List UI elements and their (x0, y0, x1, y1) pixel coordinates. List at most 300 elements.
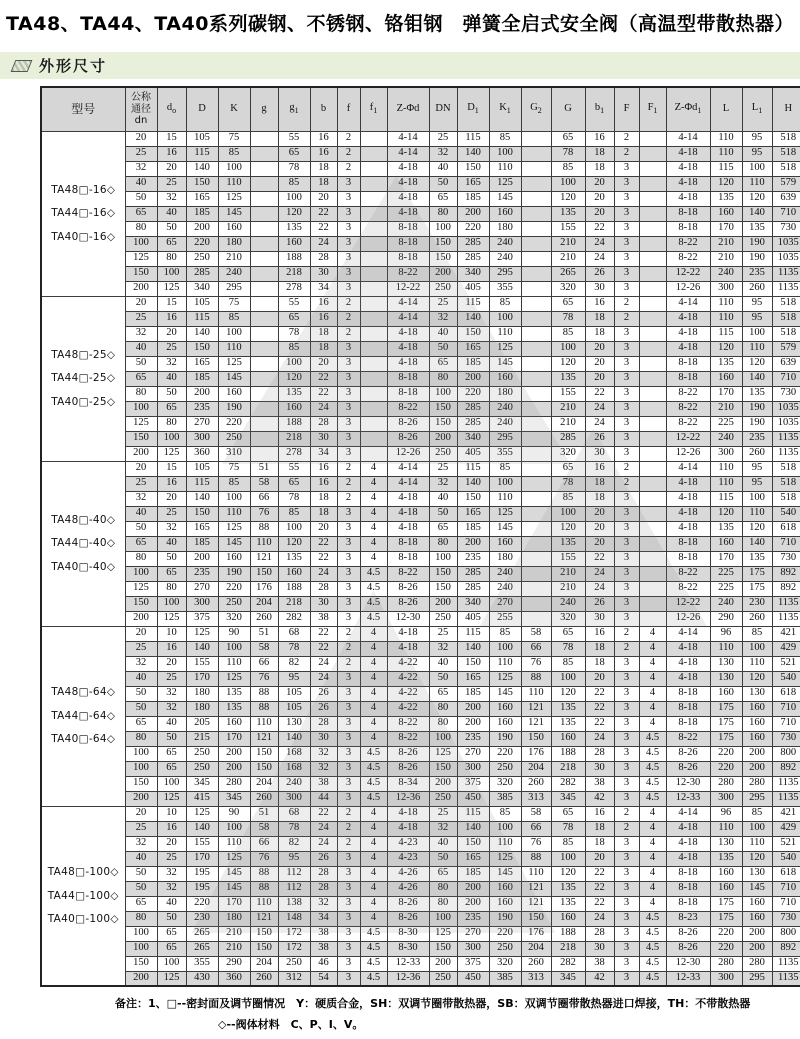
data-cell: 4.5 (360, 956, 387, 971)
data-cell: 2 (337, 131, 360, 146)
data-cell: 4-18 (666, 821, 710, 836)
data-cell: 2 (614, 296, 639, 311)
data-cell: 18 (585, 491, 614, 506)
data-cell: 20 (585, 671, 614, 686)
table-row (41, 446, 800, 461)
data-cell: 421 (772, 626, 800, 641)
data-cell: 12-26 (387, 446, 429, 461)
data-cell: 4 (360, 521, 387, 536)
data-cell: 138 (278, 896, 310, 911)
data-cell: 12-33 (666, 971, 710, 986)
data-cell: 3 (614, 491, 639, 506)
data-cell: 160 (218, 386, 250, 401)
data-cell: 200 (742, 926, 772, 941)
data-cell: 55 (278, 461, 310, 476)
page-title: TA48、TA44、TA40系列碳钢、不锈钢、铬钼钢 弹簧全启式安全阀（高温型带散热器） (6, 13, 794, 35)
data-cell: 54 (310, 971, 337, 986)
data-cell: 3 (614, 746, 639, 761)
data-cell: 1135 (772, 281, 800, 296)
data-cell: 710 (772, 701, 800, 716)
data-cell: 100 (157, 596, 186, 611)
data-cell: 24 (585, 416, 614, 431)
data-cell: 892 (772, 941, 800, 956)
data-cell: 240 (489, 581, 521, 596)
data-cell: 8-26 (387, 581, 429, 596)
data-cell: 28 (310, 581, 337, 596)
data-cell: 20 (125, 296, 157, 311)
data-cell: 3 (337, 581, 360, 596)
data-cell: 176 (250, 581, 278, 596)
data-cell: 375 (457, 956, 489, 971)
table-row (41, 806, 800, 821)
data-cell: 1135 (772, 956, 800, 971)
data-cell: 290 (218, 956, 250, 971)
data-cell: 50 (429, 851, 457, 866)
data-cell: 220 (186, 896, 218, 911)
data-cell: 250 (429, 611, 457, 626)
table-row (41, 581, 800, 596)
data-cell: 40 (125, 341, 157, 356)
data-cell: 360 (218, 971, 250, 986)
data-cell: 12-30 (666, 956, 710, 971)
data-cell: 3 (337, 611, 360, 626)
data-cell (521, 236, 551, 251)
data-cell: 285 (457, 581, 489, 596)
data-cell: 100 (125, 566, 157, 581)
data-cell: 115 (457, 296, 489, 311)
data-cell: 25 (157, 851, 186, 866)
data-cell: 16 (310, 146, 337, 161)
data-cell: 100 (429, 221, 457, 236)
data-cell: 80 (429, 536, 457, 551)
data-cell: 30 (585, 761, 614, 776)
data-cell: 34 (310, 281, 337, 296)
data-cell: 3 (614, 386, 639, 401)
data-cell: 100 (125, 761, 157, 776)
data-cell: 140 (457, 311, 489, 326)
data-cell: 200 (429, 431, 457, 446)
data-cell: 135 (742, 386, 772, 401)
data-cell: 16 (157, 821, 186, 836)
data-cell: 76 (521, 656, 551, 671)
model-label: TA48□-100◇ (47, 866, 119, 878)
data-cell: 4-22 (387, 656, 429, 671)
data-cell: 4-18 (387, 626, 429, 641)
data-cell: 100 (125, 941, 157, 956)
data-cell: 140 (742, 206, 772, 221)
data-cell: 8-18 (666, 371, 710, 386)
data-cell (639, 416, 666, 431)
data-cell: 190 (218, 401, 250, 416)
data-cell: 50 (125, 521, 157, 536)
data-cell: 85 (551, 326, 585, 341)
data-cell: 270 (489, 596, 521, 611)
data-cell: 100 (125, 401, 157, 416)
data-cell: 4 (360, 536, 387, 551)
data-cell: 240 (489, 416, 521, 431)
data-cell: 235 (457, 551, 489, 566)
data-cell: 125 (218, 851, 250, 866)
data-cell: 1135 (772, 446, 800, 461)
data-cell: 710 (772, 716, 800, 731)
data-cell (521, 191, 551, 206)
data-cell: 100 (278, 191, 310, 206)
data-cell: 235 (742, 266, 772, 281)
data-cell: 4-26 (387, 866, 429, 881)
data-cell: 65 (278, 311, 310, 326)
data-cell: 165 (457, 671, 489, 686)
data-cell: 85 (489, 296, 521, 311)
data-cell: 115 (186, 311, 218, 326)
data-cell: 1135 (772, 596, 800, 611)
data-cell (521, 371, 551, 386)
data-cell: 4-18 (387, 206, 429, 221)
data-cell (360, 296, 387, 311)
data-cell: 320 (489, 776, 521, 791)
data-cell: 110 (742, 656, 772, 671)
data-cell: 140 (186, 821, 218, 836)
data-cell: 165 (186, 191, 218, 206)
data-cell: 4 (639, 641, 666, 656)
data-cell: 150 (250, 761, 278, 776)
data-cell: 8-26 (666, 746, 710, 761)
data-cell: 140 (457, 146, 489, 161)
data-cell: 285 (457, 416, 489, 431)
data-cell: 25 (125, 146, 157, 161)
data-cell: 80 (429, 716, 457, 731)
data-cell: 88 (250, 521, 278, 536)
data-cell: 345 (218, 791, 250, 806)
data-cell (360, 161, 387, 176)
data-cell: 345 (186, 776, 218, 791)
data-cell: 4.5 (639, 731, 666, 746)
data-cell: 210 (551, 251, 585, 266)
data-cell: 210 (218, 941, 250, 956)
data-cell: 4-14 (387, 296, 429, 311)
data-cell: 190 (489, 911, 521, 926)
data-cell: 12-22 (666, 596, 710, 611)
data-cell: 185 (457, 521, 489, 536)
data-cell: 82 (278, 836, 310, 851)
data-cell: 110 (742, 836, 772, 851)
data-cell: 160 (489, 206, 521, 221)
column-header: K (218, 87, 250, 131)
data-cell: 160 (742, 716, 772, 731)
data-cell: 135 (278, 551, 310, 566)
data-cell: 3 (614, 941, 639, 956)
data-cell: 38 (310, 776, 337, 791)
data-cell: 100 (551, 851, 585, 866)
data-cell (639, 191, 666, 206)
data-cell (360, 131, 387, 146)
data-cell: 38 (310, 941, 337, 956)
data-cell (360, 176, 387, 191)
data-cell: 4 (360, 641, 387, 656)
data-cell: 78 (278, 326, 310, 341)
data-cell: 8-26 (387, 911, 429, 926)
data-cell (521, 431, 551, 446)
data-cell: 40 (429, 326, 457, 341)
data-cell: 16 (157, 476, 186, 491)
data-cell: 16 (585, 626, 614, 641)
data-cell: 8-18 (666, 896, 710, 911)
data-cell: 28 (585, 746, 614, 761)
data-cell: 210 (551, 236, 585, 251)
data-cell: 80 (157, 581, 186, 596)
data-cell: 38 (585, 776, 614, 791)
data-cell: 150 (429, 416, 457, 431)
data-cell: 4 (360, 851, 387, 866)
data-cell: 4-18 (666, 491, 710, 506)
data-cell: 150 (250, 941, 278, 956)
data-cell: 190 (218, 566, 250, 581)
data-cell: 285 (457, 566, 489, 581)
data-cell: 4-18 (666, 161, 710, 176)
data-cell: 76 (250, 671, 278, 686)
data-cell (250, 326, 278, 341)
data-cell: 204 (521, 941, 551, 956)
data-cell: 50 (125, 356, 157, 371)
data-cell: 710 (772, 896, 800, 911)
data-cell: 710 (772, 206, 800, 221)
data-cell: 518 (772, 476, 800, 491)
data-cell: 280 (742, 776, 772, 791)
data-cell: 800 (772, 926, 800, 941)
data-cell: 68 (278, 626, 310, 641)
data-cell: 180 (218, 236, 250, 251)
data-cell: 125 (125, 251, 157, 266)
data-cell: 175 (710, 716, 742, 731)
data-cell (521, 581, 551, 596)
data-cell: 8-22 (387, 731, 429, 746)
data-cell: 22 (310, 206, 337, 221)
data-cell: 250 (429, 446, 457, 461)
table-row (41, 776, 800, 791)
data-cell: 145 (489, 521, 521, 536)
data-cell: 3 (337, 341, 360, 356)
data-cell: 3 (614, 431, 639, 446)
data-cell: 2 (614, 146, 639, 161)
data-cell: 140 (457, 476, 489, 491)
data-cell: 218 (551, 941, 585, 956)
data-cell: 8-26 (387, 431, 429, 446)
data-cell (639, 536, 666, 551)
table-row (41, 461, 800, 476)
table-row (41, 671, 800, 686)
data-cell: 115 (457, 806, 489, 821)
data-cell: 18 (585, 656, 614, 671)
data-cell: 8-18 (387, 536, 429, 551)
data-cell: 225 (710, 416, 742, 431)
data-cell: 518 (772, 491, 800, 506)
data-cell: 200 (125, 791, 157, 806)
data-cell: 3 (614, 836, 639, 851)
data-cell: 170 (186, 671, 218, 686)
data-cell: 2 (337, 296, 360, 311)
data-cell: 8-18 (666, 701, 710, 716)
data-cell: 80 (125, 911, 157, 926)
data-cell: 3 (614, 701, 639, 716)
data-cell: 24 (585, 566, 614, 581)
data-cell: 150 (457, 836, 489, 851)
data-cell: 3 (337, 236, 360, 251)
column-header: $Z-\Phi d_1$ (666, 87, 710, 131)
data-cell: 65 (429, 686, 457, 701)
data-cell: 185 (186, 536, 218, 551)
data-cell: 4 (639, 716, 666, 731)
data-cell: 220 (457, 221, 489, 236)
data-cell: 125 (218, 356, 250, 371)
data-cell: 3 (614, 971, 639, 986)
data-cell: 20 (585, 536, 614, 551)
data-cell: 95 (742, 311, 772, 326)
data-cell: 18 (585, 146, 614, 161)
data-cell: 540 (772, 506, 800, 521)
data-cell: 65 (278, 146, 310, 161)
model-cell (41, 806, 125, 986)
data-cell: 20 (125, 461, 157, 476)
data-cell: 200 (218, 746, 250, 761)
data-cell: 3 (614, 911, 639, 926)
data-cell: 220 (489, 926, 521, 941)
data-cell: 176 (521, 746, 551, 761)
model-label: TA48□-64◇ (51, 686, 116, 699)
data-cell: 18 (585, 641, 614, 656)
data-cell: 160 (742, 731, 772, 746)
data-cell: 100 (125, 236, 157, 251)
data-cell: 125 (489, 341, 521, 356)
data-cell: 4-18 (387, 806, 429, 821)
data-cell: 4.5 (639, 926, 666, 941)
data-cell: 4-14 (387, 311, 429, 326)
data-cell: 4 (639, 671, 666, 686)
data-cell: 125 (489, 176, 521, 191)
data-cell: 4 (360, 896, 387, 911)
data-cell (521, 506, 551, 521)
data-cell: 125 (218, 191, 250, 206)
data-cell: 180 (186, 686, 218, 701)
data-cell: 170 (710, 551, 742, 566)
data-cell: 3 (614, 596, 639, 611)
data-cell: 135 (551, 881, 585, 896)
data-cell (521, 596, 551, 611)
data-cell (360, 206, 387, 221)
data-cell (360, 431, 387, 446)
data-cell: 4-18 (387, 326, 429, 341)
data-cell: 190 (742, 401, 772, 416)
data-cell: 220 (710, 746, 742, 761)
data-cell: 280 (710, 956, 742, 971)
data-cell (250, 296, 278, 311)
data-cell: 360 (186, 446, 218, 461)
data-cell: 22 (310, 221, 337, 236)
data-cell: 4 (639, 701, 666, 716)
data-cell (250, 131, 278, 146)
data-cell: 3 (337, 506, 360, 521)
data-cell: 150 (429, 251, 457, 266)
data-cell: 150 (457, 161, 489, 176)
data-cell: 4-18 (666, 671, 710, 686)
data-cell: 22 (585, 701, 614, 716)
data-cell: 260 (521, 776, 551, 791)
data-cell: 32 (157, 881, 186, 896)
data-cell: 16 (310, 131, 337, 146)
data-cell: 95 (742, 476, 772, 491)
table-row (41, 386, 800, 401)
data-cell: 3 (337, 266, 360, 281)
data-cell: 15 (157, 296, 186, 311)
data-cell (521, 491, 551, 506)
data-cell: 160 (710, 881, 742, 896)
data-cell: 282 (551, 776, 585, 791)
data-cell: 8-22 (666, 236, 710, 251)
data-cell: 58 (521, 626, 551, 641)
table-row (41, 371, 800, 386)
data-cell: 22 (310, 371, 337, 386)
data-cell: 3 (614, 266, 639, 281)
data-cell: 85 (551, 656, 585, 671)
data-cell: 100 (489, 146, 521, 161)
data-cell: 155 (551, 221, 585, 236)
data-cell: 260 (521, 956, 551, 971)
data-cell: 260 (250, 791, 278, 806)
data-cell: 95 (742, 461, 772, 476)
data-cell: 405 (457, 281, 489, 296)
data-cell (360, 191, 387, 206)
data-cell: 3 (337, 686, 360, 701)
data-cell: 115 (457, 131, 489, 146)
data-cell: 80 (429, 206, 457, 221)
data-cell: 160 (710, 866, 742, 881)
data-cell: 295 (489, 266, 521, 281)
data-cell: 80 (429, 881, 457, 896)
data-cell: 3 (337, 761, 360, 776)
data-cell (360, 371, 387, 386)
data-cell: 300 (457, 761, 489, 776)
data-cell: 190 (489, 731, 521, 746)
data-cell: 24 (585, 401, 614, 416)
data-cell: 210 (551, 416, 585, 431)
data-cell: 24 (310, 671, 337, 686)
data-cell: 155 (186, 656, 218, 671)
data-cell (521, 266, 551, 281)
data-cell: 3 (614, 581, 639, 596)
data-cell: 4 (360, 731, 387, 746)
data-cell: 150 (429, 401, 457, 416)
data-cell: 200 (457, 371, 489, 386)
data-cell: 270 (186, 416, 218, 431)
data-cell: 65 (551, 461, 585, 476)
table-row (41, 476, 800, 491)
data-cell: 3 (614, 161, 639, 176)
table-row (41, 326, 800, 341)
data-cell: 135 (710, 356, 742, 371)
data-cell: 135 (278, 386, 310, 401)
data-cell: 4.5 (360, 611, 387, 626)
data-cell: 25 (429, 461, 457, 476)
data-cell: 4 (639, 836, 666, 851)
data-cell: 40 (125, 851, 157, 866)
data-cell: 58 (250, 476, 278, 491)
data-cell: 265 (186, 941, 218, 956)
column-header: $b_1$ (585, 87, 614, 131)
data-cell: 4-18 (666, 176, 710, 191)
data-cell: 78 (551, 641, 585, 656)
data-cell: 250 (429, 281, 457, 296)
data-cell: 50 (125, 866, 157, 881)
data-cell: 160 (489, 536, 521, 551)
data-cell: 450 (457, 971, 489, 986)
